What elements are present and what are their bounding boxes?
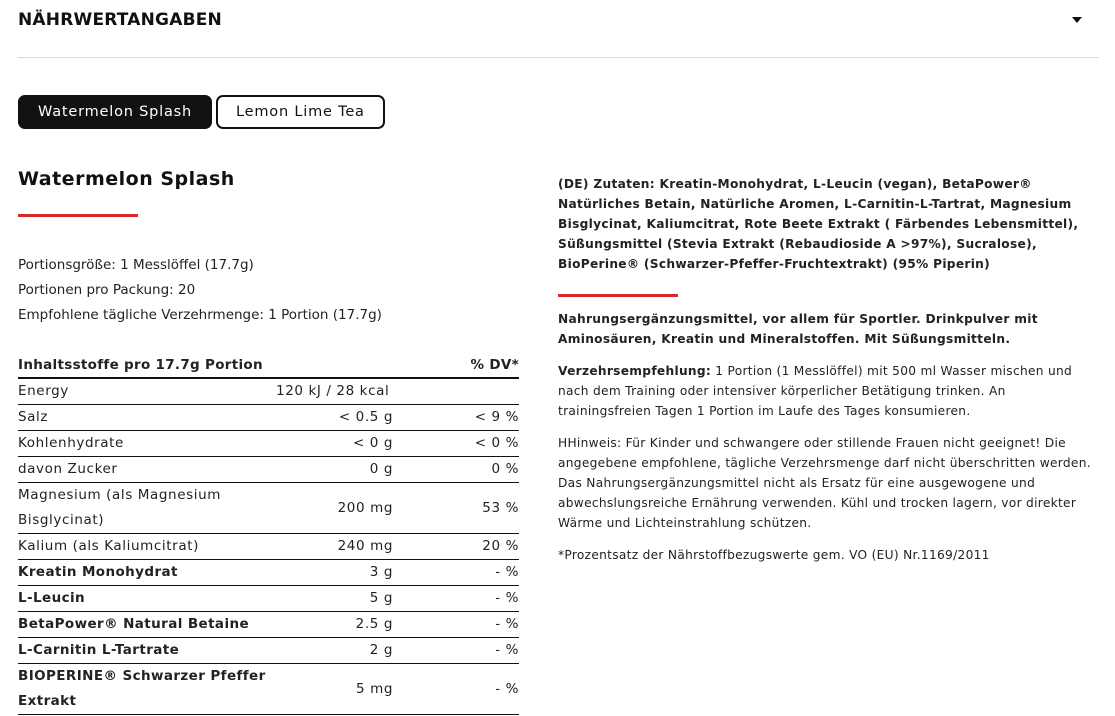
column-header-ingredients: Inhaltsstoffe pro 17.7g Portion [18, 352, 268, 378]
table-row [18, 431, 519, 457]
nutrient-name: Salz [18, 405, 268, 431]
nutrient-dv: 53 % [393, 483, 519, 534]
nutrient-name: BetaPower® Natural Betaine [18, 612, 268, 638]
nutrient-amount: 5 mg [268, 664, 393, 715]
table-row [18, 586, 519, 612]
nutrient-dv [393, 378, 519, 405]
nutrient-dv: - % [393, 586, 519, 612]
nutrition-table [18, 352, 519, 715]
ingredients-text: (DE) Zutaten: Kreatin-Monohydrat, L-Leucin (vegan), BetaPower® Natürliches Betain, Natürliche Aromen, L-Carnitin-L-Tartrat, Magnesium Bisglycinat, Kaliumcitrat, Rote Beete Extrakt ( Färbendes Lebensmittel), Süßungsmittel (Stevia Extrakt (Rebaudioside A >97%), Sucralose), BioPerine® (Schwarzer-Pfeffer-Fruchtextrakt) (95% Piperin) [558, 177, 1079, 271]
column-header-dv: % DV* [393, 352, 519, 378]
nutrient-dv: 0 % [393, 457, 519, 483]
nutrient-dv: - % [393, 638, 519, 664]
nutrient-amount: 120 kJ / 28 kcal [268, 378, 393, 405]
nutrient-amount: 0 g [268, 457, 393, 483]
column-header-amount [268, 352, 393, 378]
nutrient-amount: 240 mg [268, 534, 393, 560]
table-row [18, 664, 519, 715]
nutrient-amount: < 0 g [268, 431, 393, 457]
table-row [18, 457, 519, 483]
serving-info [18, 253, 519, 328]
table-header-row [18, 352, 519, 378]
nutrient-name: Kreatin Monohydrat [18, 560, 268, 586]
servings-per-pack: Portionen pro Packung: 20 [18, 282, 196, 298]
tab-lemon-lime-tea[interactable]: Lemon Lime Tea [216, 95, 385, 129]
nutrient-name: L-Leucin [18, 586, 268, 612]
nutrient-dv: 20 % [393, 534, 519, 560]
nutrient-amount: 3 g [268, 560, 393, 586]
flavor-tabs [18, 95, 385, 129]
nutrient-amount: 2.5 g [268, 612, 393, 638]
product-details [558, 174, 1103, 565]
usage-recommendation [558, 361, 1103, 421]
table-row [18, 405, 519, 431]
nutrient-name: Kalium (als Kaliumcitrat) [18, 534, 268, 560]
accent-divider [558, 294, 678, 297]
usage-label: Verzehrsempfehlung: [558, 364, 712, 378]
nutrient-name: Magnesium (als Magnesium Bisglycinat) [18, 483, 268, 534]
nutrient-amount: 2 g [268, 638, 393, 664]
nutrition-panel [18, 168, 519, 715]
nutrient-dv: - % [393, 664, 519, 715]
section-title: NÄHRWERTANGABEN [18, 10, 222, 30]
table-row [18, 534, 519, 560]
table-row [18, 483, 519, 534]
nutrient-name: Energy [18, 378, 268, 405]
nutrient-name: L-Carnitin L-Tartrate [18, 638, 268, 664]
recommended-intake: Empfohlene tägliche Verzehrmenge: 1 Portion (17.7g) [18, 307, 382, 323]
dv-footnote: *Prozentsatz der Nährstoffbezugswerte gem. VO (EU) Nr.1169/2011 [558, 548, 990, 562]
accent-divider [18, 214, 138, 217]
table-row [18, 560, 519, 586]
nutrient-name: BIOPERINE® Schwarzer Pfeffer Extrakt [18, 664, 268, 715]
tab-watermelon-splash[interactable]: Watermelon Splash [18, 95, 212, 129]
nutrient-amount: 5 g [268, 586, 393, 612]
table-row [18, 638, 519, 664]
supplement-description: Nahrungsergänzungsmittel, vor allem für Sportler. Drinkpulver mit Aminosäuren, Kreatin und Mineralstoffen. Mit Süßungsmitteln. [558, 312, 1038, 346]
nutrient-dv: < 0 % [393, 431, 519, 457]
usage-text: 1 Portion (1 Messlöffel) mit 500 ml Wasser mischen und nach dem Training oder intensiver körperlicher Betätigung trinken. An trainingsfreien Tagen 1 Portion im Laufe des Tages konsumieren. [558, 364, 1073, 418]
product-title: Watermelon Splash [18, 168, 235, 190]
table-row [18, 612, 519, 638]
chevron-down-icon[interactable] [1072, 17, 1082, 23]
warning-notice: HHinweis: Für Kinder und schwangere oder stillende Frauen nicht geeignet! Die angegebene empfohlene, tägliche Verzehrsmenge darf nicht überschritten werden. Das Nahrungsergänzungsmittel nicht als Ersatz für eine ausgewogene und abwechslungsreiche Ernährung verwenden. Kühl und trocken lagern, vor direkter Wärme und Lichteinstrahlung schützen. [558, 436, 1091, 530]
serving-size: Portionsgröße: 1 Messlöffel (17.7g) [18, 257, 254, 273]
nutrient-dv: - % [393, 560, 519, 586]
nutrient-dv: < 9 % [393, 405, 519, 431]
nutrient-amount: < 0.5 g [268, 405, 393, 431]
nutrient-amount: 200 mg [268, 483, 393, 534]
nutrient-name: davon Zucker [18, 457, 268, 483]
nutrient-dv: - % [393, 612, 519, 638]
accordion-header[interactable] [18, 0, 1099, 58]
table-row [18, 378, 519, 405]
nutrient-name: Kohlenhydrate [18, 431, 268, 457]
